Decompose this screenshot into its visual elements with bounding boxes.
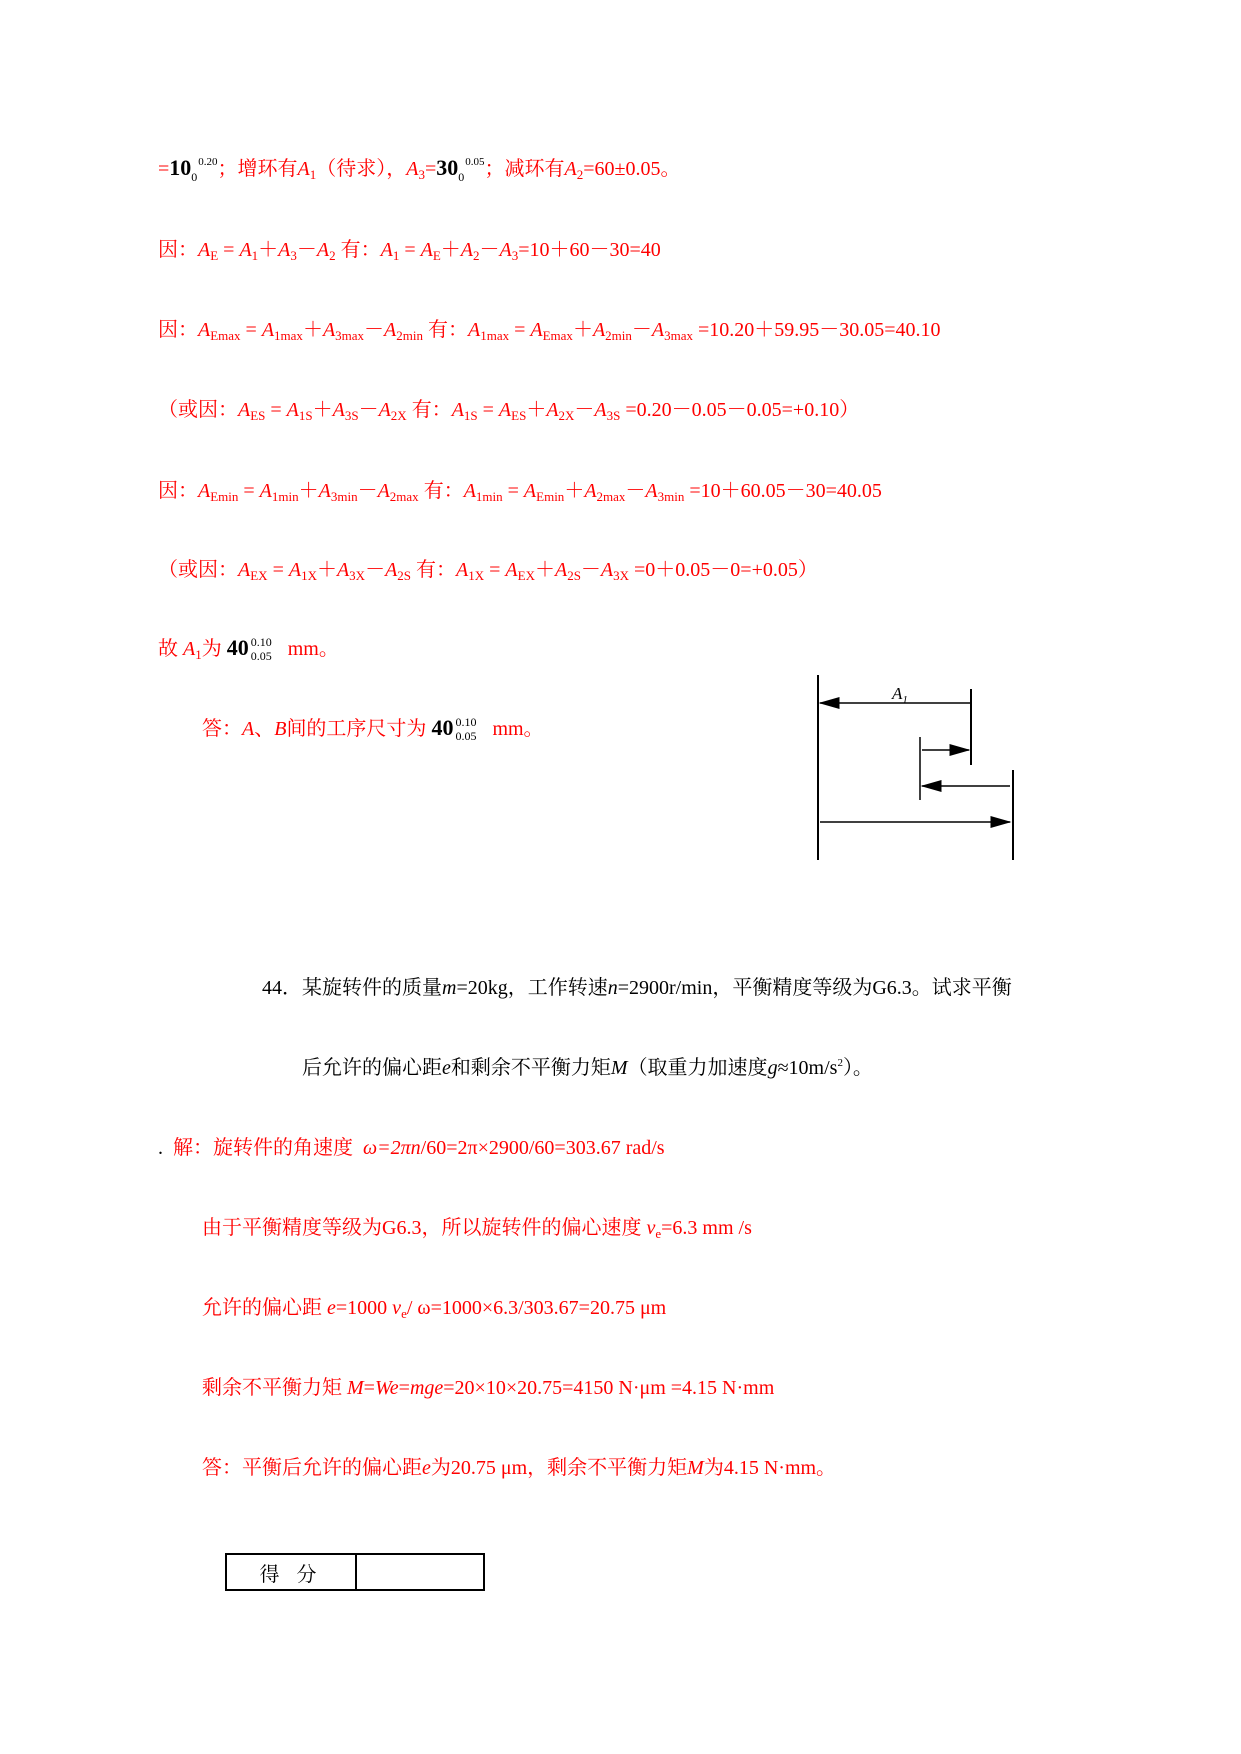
subscript: 2S — [567, 568, 581, 583]
symbol: n — [607, 977, 618, 999]
text: ＋ — [312, 399, 333, 421]
symbol: M — [610, 1057, 628, 1079]
dim-upper-tol: 0.10 — [250, 635, 272, 650]
text: = — [502, 480, 524, 502]
text: =10＋60－30=40 — [518, 239, 661, 261]
text: ＋ — [572, 319, 593, 341]
text: = — [265, 399, 287, 421]
text: 、 — [254, 718, 275, 740]
dim-upper-tol: 0.05 — [465, 156, 485, 168]
symbol: mge — [409, 1377, 444, 1399]
symbol: A — [198, 319, 211, 341]
subscript: ES — [511, 408, 527, 423]
text: = — [399, 239, 421, 261]
dim-lower-tol: 0 — [191, 170, 198, 184]
subscript: 2X — [390, 408, 407, 423]
text: =6.3 mm /s — [661, 1217, 752, 1239]
subscript: 3 — [418, 167, 425, 182]
subscript: 3max — [335, 328, 365, 343]
subscript: Emax — [542, 328, 573, 343]
symbol: A — [420, 239, 433, 261]
symbol: A — [451, 399, 464, 421]
text: 允许的偏心距 — [202, 1297, 327, 1319]
symbol: e — [422, 1457, 431, 1479]
eq-line-7 — [158, 636, 339, 662]
text: （或因： — [158, 399, 238, 421]
symbol: A — [530, 319, 543, 341]
solution-answer — [202, 1456, 836, 1480]
symbol: A — [198, 480, 211, 502]
subscript: 2max — [389, 489, 419, 504]
dim-upper-tol: 0.10 — [455, 715, 477, 730]
text: 剩余不平衡力矩 — [202, 1377, 347, 1399]
symbol: A — [316, 239, 330, 261]
subscript: EX — [250, 568, 268, 583]
text: 解：旋转件的角速度 — [173, 1137, 353, 1159]
text: ＋ — [440, 239, 461, 261]
eq-line-5 — [158, 479, 882, 503]
symbol: A — [385, 559, 398, 581]
subscript: 2max — [596, 489, 626, 504]
text: = — [424, 158, 437, 180]
symbol: B — [274, 718, 287, 740]
subscript: e — [655, 1226, 662, 1241]
subscript: 3X — [349, 568, 366, 583]
text: 有： — [406, 399, 452, 421]
text: =2900r/min，平衡精度等级为G6.3。试求平衡 — [617, 977, 1012, 999]
text: = — [398, 1377, 410, 1399]
symbol: A — [523, 480, 537, 502]
subscript: 2min — [396, 328, 423, 343]
solution-line-3 — [202, 1296, 666, 1320]
symbol: A — [377, 480, 390, 502]
dim-lower-tol: 0.05 — [455, 729, 477, 744]
dim-lower-tol: 0.05 — [250, 649, 272, 664]
question-44-line-1 — [262, 976, 1012, 1000]
subscript: 3X — [613, 568, 630, 583]
subscript: 1 — [392, 248, 400, 263]
eq-line-6 — [158, 558, 818, 582]
symbol: A — [183, 638, 196, 660]
dim-value: 40 — [226, 635, 249, 660]
text: =10.20＋59.95－30.05=40.10 — [693, 319, 941, 341]
symbol: e — [327, 1297, 336, 1319]
symbol: A — [594, 399, 607, 421]
eq-line-2 — [158, 238, 661, 262]
symbol: A — [592, 319, 606, 341]
text: ＋ — [302, 319, 323, 341]
subscript: 1X — [301, 568, 317, 583]
subscript: 2 — [473, 248, 480, 263]
symbol: A — [318, 480, 331, 502]
symbol: A — [238, 399, 251, 421]
symbol: v — [392, 1297, 402, 1319]
subscript: EX — [517, 568, 535, 583]
text: 44．某旋转件的质量 — [262, 977, 442, 999]
text: 为 — [201, 638, 227, 660]
subscript: 3 — [511, 248, 519, 263]
subscript: 1min — [271, 489, 299, 504]
subscript: 1X — [468, 568, 485, 583]
text: 后允许的偏心距 — [302, 1057, 442, 1079]
text: = — [218, 239, 240, 261]
answer-line — [202, 716, 544, 742]
subscript: 2 — [329, 248, 336, 263]
eq-line-4 — [158, 398, 859, 422]
symbol: A — [645, 480, 658, 502]
symbol: ω=2π — [363, 1137, 411, 1159]
dim-value: 40 — [431, 715, 454, 740]
text: = — [509, 319, 531, 341]
text: ＋ — [526, 399, 547, 421]
subscript: 1S — [463, 408, 478, 423]
subscript: 1 — [251, 248, 259, 263]
subscript: 2X — [558, 408, 575, 423]
symbol: A — [498, 399, 512, 421]
subscript: e — [401, 1306, 407, 1321]
dim-upper-tol: 0.20 — [198, 156, 218, 168]
text: =0＋0.05－0=+0.05） — [629, 559, 818, 581]
text: = — [158, 158, 170, 180]
text: ＋ — [534, 559, 555, 581]
text: = — [484, 559, 506, 581]
text: ＋ — [258, 239, 279, 261]
text: （待求）， — [316, 158, 407, 180]
symbol: A — [278, 239, 291, 261]
text: = — [363, 1377, 375, 1399]
symbol: A — [332, 399, 345, 421]
text: ＋ — [564, 480, 585, 502]
tolerance-stack — [249, 635, 283, 664]
symbol: A — [651, 319, 665, 341]
subscript: E — [432, 248, 441, 263]
symbol: A — [600, 559, 614, 581]
symbol: M — [347, 1377, 364, 1399]
text: / ω=1000×6.3/303.67=20.75 μm — [406, 1297, 667, 1319]
superscript: 2 — [837, 1057, 843, 1069]
subscript: 1 — [195, 647, 202, 662]
symbol: A — [406, 158, 419, 180]
symbol: A — [456, 559, 469, 581]
subscript: 2 — [576, 167, 584, 182]
symbol: A — [198, 239, 211, 261]
text: 为4.15 N·mm。 — [703, 1457, 837, 1479]
text: = — [238, 480, 260, 502]
dimension-chain-diagram — [810, 675, 1030, 865]
text: 因： — [158, 480, 198, 502]
text: ≈10m/s — [777, 1057, 838, 1079]
symbol: A — [384, 319, 397, 341]
score-value-cell[interactable] — [357, 1555, 483, 1589]
symbol: A — [463, 480, 476, 502]
symbol: v — [646, 1217, 656, 1239]
solution-line-4 — [202, 1376, 774, 1400]
symbol: A — [460, 239, 473, 261]
text: 有： — [411, 559, 457, 581]
text: 故 — [158, 638, 183, 660]
symbol: A — [554, 559, 568, 581]
symbol: A — [297, 158, 310, 180]
symbol: A — [505, 559, 518, 581]
subscript: 1min — [475, 489, 503, 504]
subscript: 3S — [344, 408, 359, 423]
text: 有： — [423, 319, 468, 341]
text: － — [358, 399, 379, 421]
symbol: A — [499, 239, 512, 261]
subscript: 3min — [330, 489, 358, 504]
text: 间的工序尺寸为 — [286, 718, 432, 740]
question-44-line-2 — [302, 1056, 873, 1080]
text: － — [625, 480, 646, 502]
text: － — [580, 559, 601, 581]
text: 答： — [202, 718, 242, 740]
symbol: A — [322, 319, 336, 341]
text: 有： — [335, 239, 381, 261]
label-a1: $A_1$ — [892, 684, 908, 706]
dim-value: 10 — [169, 155, 192, 180]
symbol: M — [687, 1457, 704, 1479]
symbol: A — [336, 559, 350, 581]
subscript: 3min — [657, 489, 685, 504]
text: ＋ — [298, 480, 319, 502]
solution-line-2 — [202, 1216, 752, 1240]
text: 因： — [158, 319, 198, 341]
text: 由于平衡精度等级为G6.3，所以旋转件的偏心速度 — [202, 1217, 647, 1239]
symbol: A — [378, 399, 391, 421]
symbol: A — [239, 239, 252, 261]
subscript: ES — [250, 408, 266, 423]
symbol: A — [584, 480, 597, 502]
symbol: A — [286, 399, 299, 421]
subscript: 3max — [664, 328, 693, 343]
text: 因： — [158, 239, 198, 261]
subscript: 1max — [480, 328, 510, 343]
subscript: Emin — [536, 489, 565, 504]
text: ；增环有 — [217, 158, 298, 180]
text: 答：平衡后允许的偏心距 — [202, 1457, 422, 1479]
subscript: 2min — [605, 328, 632, 343]
subscript: 2S — [397, 568, 412, 583]
text: =60±0.05。 — [583, 158, 681, 180]
subscript: Emax — [210, 328, 241, 343]
text: ）。 — [842, 1057, 873, 1079]
text: ；减环有 — [484, 158, 565, 180]
score-table — [225, 1553, 485, 1591]
text: =10＋60.05－30=40.05 — [684, 480, 882, 502]
text: 和剩余不平衡力矩 — [450, 1057, 611, 1079]
eq-line-3 — [158, 318, 941, 342]
subscript: 1S — [298, 408, 313, 423]
symbol: m — [442, 977, 457, 999]
dim-lower-tol: 0 — [458, 170, 465, 184]
text: =1000 — [335, 1297, 393, 1319]
subscript: 3 — [290, 248, 297, 263]
text: = — [477, 399, 499, 421]
subscript: 1max — [274, 328, 303, 343]
text: － — [365, 559, 386, 581]
text: － — [357, 480, 378, 502]
subscript: 3S — [606, 408, 621, 423]
dim-value: 30 — [436, 155, 459, 180]
text: . — [158, 1137, 163, 1159]
subscript: 1 — [309, 167, 317, 182]
symbol: A — [261, 319, 275, 341]
score-label: 得 分 — [227, 1555, 357, 1589]
symbol: A — [564, 158, 577, 180]
tolerance-stack — [453, 715, 487, 744]
symbol: A — [259, 480, 272, 502]
text: /60=2π×2900/60=303.67 rad/s — [420, 1137, 665, 1159]
text: 有： — [418, 480, 464, 502]
symbol: A — [242, 718, 255, 740]
subscript: E — [210, 248, 219, 263]
text: － — [574, 399, 595, 421]
text: 为20.75 μm，剩余不平衡力矩 — [430, 1457, 688, 1479]
text: mm。 — [282, 638, 339, 660]
text: （或因： — [158, 559, 238, 581]
text: mm。 — [487, 718, 544, 740]
symbol: A — [380, 239, 393, 261]
subscript: Emin — [210, 489, 239, 504]
text: =0.20－0.05－0.05=+0.10） — [620, 399, 860, 421]
eq-line-1 — [158, 155, 681, 184]
symbol: A — [238, 559, 251, 581]
symbol: n — [410, 1137, 421, 1159]
text: =20×10×20.75=4150 N·μm =4.15 N·mm — [443, 1377, 775, 1399]
text: － — [296, 239, 317, 261]
text: = — [267, 559, 289, 581]
symbol: e — [442, 1057, 451, 1079]
symbol: A — [468, 319, 481, 341]
text: ＋ — [316, 559, 337, 581]
text: =20kg，工作转速 — [456, 977, 608, 999]
text: = — [240, 319, 262, 341]
solution-line-1 — [158, 1136, 665, 1160]
text: （取重力加速度 — [627, 1057, 768, 1079]
text: － — [364, 319, 385, 341]
text: － — [479, 239, 500, 261]
symbol: We — [374, 1377, 399, 1399]
symbol: g — [767, 1057, 778, 1079]
symbol: A — [288, 559, 302, 581]
text: － — [631, 319, 652, 341]
symbol: A — [546, 399, 559, 421]
